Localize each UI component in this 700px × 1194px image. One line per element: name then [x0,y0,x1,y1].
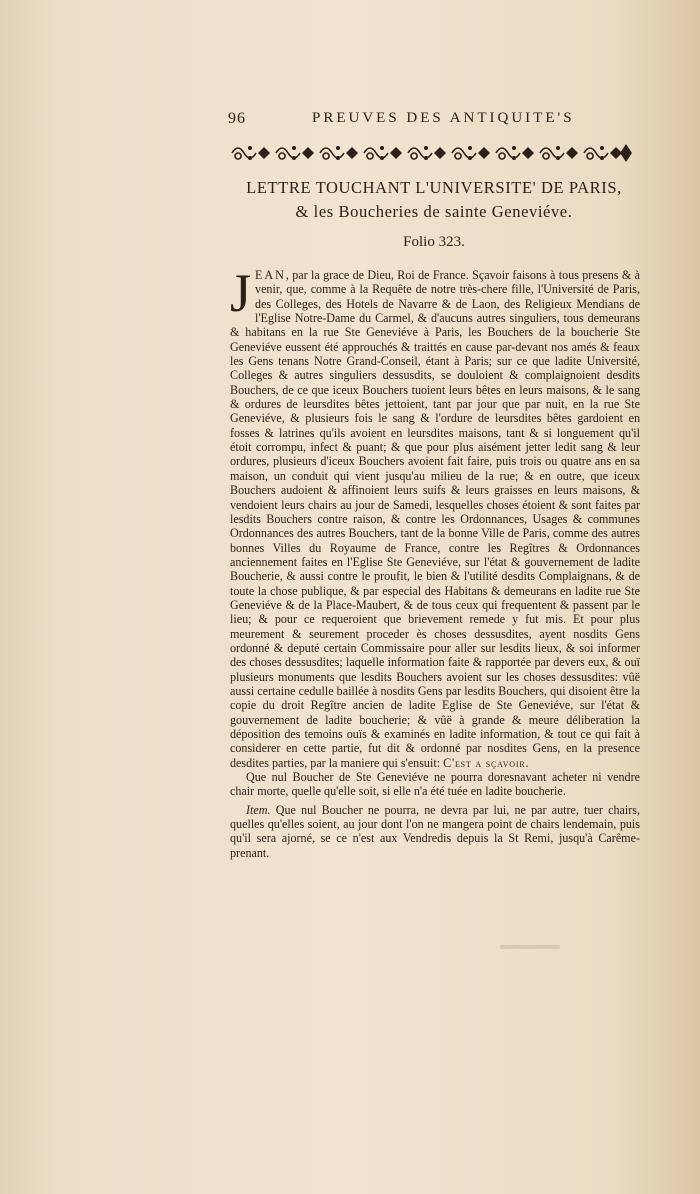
letter-title [228,176,640,224]
page-header [228,110,608,132]
drop-cap: J [230,263,252,323]
paragraph-3 [230,803,640,860]
item-word: Item. [246,802,271,817]
folio-reference: Folio 323. [403,234,465,250]
ornamental-band [228,140,640,166]
cest-a-scavoir: C'est a sçavoir. [443,755,530,770]
page-number: 96 [228,110,246,127]
letter-body [230,263,640,860]
paragraph-2: Que nul Boucher de Ste Geneviéve ne pourra doresnavant acheter ni vendre chair morte, quelle qu'elle soit, si elle n'a été tuée en ladite boucherie. [230,770,640,799]
paragraph-3-text: Que nul Boucher ne pourra, ne devra par lui, ne par autre, tuer chairs, quelles qu'elles soient, au jour dont l'on ne mangera point de chairs lendemain, puis qu'il sera ajorné, se ce n'est aux Vendredis depuis la St Remi, jusqu'à Carême-prenant. [230,802,640,860]
paper-stain [500,945,560,949]
title-line-1: LETTRE TOUCHANT L'UNIVERSITE' DE PARIS, [246,178,622,197]
title-line-2: & les Boucheries de sainte Geneviéve. [295,202,573,221]
paragraph-1 [230,263,640,770]
first-words: EAN [255,268,286,282]
paragraph-1-text: , par la grace de Dieu, Roi de France. Sçavoir faisons à tous presens & à venir, que, comme à la Requête de notre très-chere fille, l'Université de Paris, des Colleges, des Hotels de Navarre & de Laon, des Religieux Mendians de l'Eglise Notre-Dame du Carmel, & d'aucuns autres singuliers, tous demeurans & habitans en la rue Ste Geneviéve à Paris, les Bouchers de la boucherie Ste Geneviéve eussent été approuchés & traittés en cause par-devant nos amés & feaux les Gens tenans Notre Grand-Conseil, étant à Paris; sur ce que ladite Université, Colleges & autres singuliers dessusdits, se douloient & complaignoient desdits Bouchers, de ce que iceux Bouchers tuoient leurs bêtes en leurs maisons, & le sang & ordures de leursdites bêtes jettoient, tant par jour que par nuit, en la rue Ste Geneviéve, & plusieurs fois le sang & l'ordure de leursdites bêtes gardoient en fosses & latrines qu'ils avoient en leursdites maisons, tant & si longuement qu'il étoit corrompu, infect & puant; & que pour plus aisément jetter ledit sang & leur ordures, plusieurs d'iceux Bouchers avoient fait faire, puis trois ou quatre ans en sa maison, un conduit qui vient jusqu'au milieu de la rue; & en outre, que iceux Bouchers audoient & affinoient leurs suifs & leurs graisses en leurs maisons, & vendoient leurs chairs au jour de Samedi, lesquelles choses étoient & sont faites par lesdits Bouchers contre raison, & contre les Ordonnances, Usages & communes Ordonnances des autres Bouchers, tant de la bonne Ville de Paris, comme des autres bonnes Villes du Royaume de France, contre les Regîtres & Ordonnances anciennement faites en l'Eglise Ste Geneviéve, sur l'état & gouvernement de ladite Boucherie, & aussi contre le proufit, le bien & l'utilité desdits Complaignans, & de toute la chose publique, & par especial des Habitans & demeurans en ladite rue Ste Geneviéve & de la Place-Maubert, & de tous ceux qui frequentent & passent par le lieu; & pour ce requeroient que brievement remede y fut mis. Et pour plus meurement & seurement proceder ès choses dessusdites, ayent nosdits Gens ordonné & deputé certain Commissaire pour aller sur lesdits lieux, & soi informer des choses dessusdites; laquelle information faite & rapportée par devers eux, & ouï plusieurs monuments que lesdits Bouchers avoient sur les choses dessusdites: vûë aussi certaine cedulle baillée à nosdits Gens par lesdits Bouchers, qui disoient être la copie du droit Regître ancien de ladite Eglise de Ste Geneviéve, sur l'état & gouvernement de ladite boucherie; & vûë à grande & meure déliberation la déposition des temoins ouïs & examinés en ladite information, & tout ce qui fait à considerer en cette partie, fut dit & ordonné par nosdites Gens, en la presence desdites parties, par la maniere qui s'ensuit: [230,268,640,770]
running-head: PREUVES DES ANTIQUITE'S [312,110,575,126]
